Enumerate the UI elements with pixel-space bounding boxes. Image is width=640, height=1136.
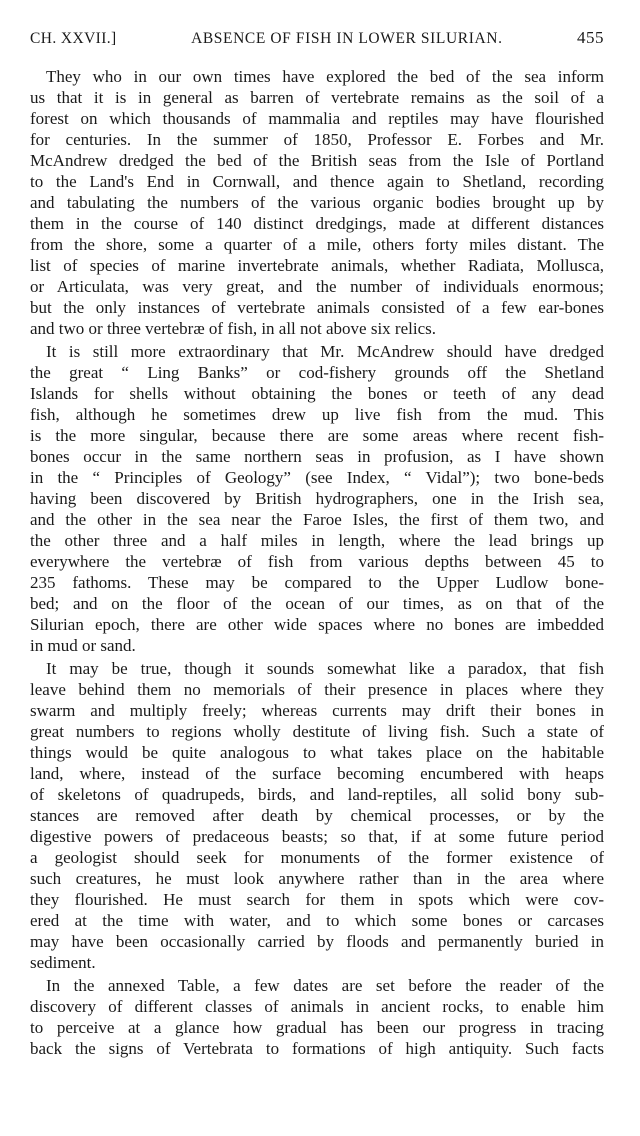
text-line: to the Land's End in Cornwall, and thence again to Shetland, recording <box>30 172 604 191</box>
page-body <box>30 66 604 1059</box>
text-line: It is still more extraordinary that Mr. McAndrew should have dredged <box>46 342 604 361</box>
text-line: sediment. <box>30 953 96 972</box>
text-line: Islands for shells without obtaining the bones or teeth of any dead <box>30 384 604 403</box>
text-line: of skeletons of quadrupeds, birds, and land-reptiles, all solid bony sub- <box>30 785 604 804</box>
text-line: or Articulata, was very great, and the number of individuals enormous; <box>30 277 604 296</box>
text-line: in the “ Principles of Geology” (see Index, “ Vidal”); two bone-beds <box>30 468 604 487</box>
text-line: and tabulating the numbers of the various organic bodies brought up by <box>30 193 604 212</box>
text-line: a geologist should seek for monuments of the former existence of <box>30 848 604 867</box>
paragraph <box>30 658 604 973</box>
text-line: they flourished. He must search for them in spots which were cov- <box>30 890 604 909</box>
text-line: discovery of different classes of animals in ancient rocks, to enable him <box>30 997 604 1016</box>
text-line: great numbers to regions wholly destitute of living fish. Such a state of <box>30 722 604 741</box>
text-line: for centuries. In the summer of 1850, Professor E. Forbes and Mr. <box>30 130 604 149</box>
text-line: They who in our own times have explored the bed of the sea inform <box>46 67 604 86</box>
text-line: bones occur in the same northern seas in profusion, as I have shown <box>30 447 604 466</box>
text-line: them in the course of 140 distinct dredgings, made at different distances <box>30 214 604 233</box>
text-line: McAndrew dredged the bed of the British seas from the Isle of Portland <box>30 151 604 170</box>
text-line: 235 fathoms. These may be compared to the Upper Ludlow bone- <box>30 573 604 592</box>
text-line: is the more singular, because there are some areas where recent fish- <box>30 426 604 445</box>
text-line: leave behind them no memorials of their presence in places where they <box>30 680 604 699</box>
text-line: may have been occasionally carried by floods and permanently buried in <box>30 932 604 951</box>
text-line: to perceive at a glance how gradual has been our progress in tracing <box>30 1018 604 1037</box>
running-header <box>30 28 604 54</box>
text-line: and the other in the sea near the Faroe Isles, the first of them two, and <box>30 510 604 529</box>
text-line: but the only instances of vertebrate animals consisted of a few ear-bones <box>30 298 604 317</box>
paragraph <box>30 975 604 1059</box>
text-line: forest on which thousands of mammalia and reptiles may have flourished <box>30 109 604 128</box>
text-line: fish, although he sometimes drew up live fish from the mud. This <box>30 405 604 424</box>
chapter-reference: CH. XXVII.] <box>30 30 117 47</box>
paragraph <box>30 341 604 656</box>
page-number: 455 <box>577 28 604 47</box>
text-line: everywhere the vertebræ of fish from various depths between 45 to <box>30 552 604 571</box>
text-line: list of species of marine invertebrate animals, whether Radiata, Mollusca, <box>30 256 604 275</box>
text-line: back the signs of Vertebrata to formations of high antiquity. Such facts <box>30 1039 604 1058</box>
text-line: bed; and on the floor of the ocean of our times, as on that of the <box>30 594 604 613</box>
text-line: and two or three vertebræ of fish, in all not above six relics. <box>30 319 436 338</box>
paragraph <box>30 66 604 339</box>
text-line: stances are removed after death by chemical processes, or by the <box>30 806 604 825</box>
text-line: swarm and multiply freely; whereas currents may drift their bones in <box>30 701 604 720</box>
text-line: It may be true, though it sounds somewhat like a paradox, that fish <box>46 659 604 678</box>
text-line: ered at the time with water, and to which some bones or carcases <box>30 911 604 930</box>
text-line: things would be quite analogous to what takes place on the habitable <box>30 743 604 762</box>
text-line: us that it is in general as barren of vertebrate remains as the soil of a <box>30 88 604 107</box>
text-line: digestive powers of predaceous beasts; so that, if at some future period <box>30 827 604 846</box>
text-line: in mud or sand. <box>30 636 136 655</box>
text-line: the great “ Ling Banks” or cod-fishery grounds off the Shetland <box>30 363 604 382</box>
text-line: having been discovered by British hydrographers, one in the Irish sea, <box>30 489 604 508</box>
text-line: Silurian epoch, there are other wide spaces where no bones are imbedded <box>30 615 604 634</box>
text-line: land, where, instead of the surface becoming encumbered with heaps <box>30 764 604 783</box>
running-title: ABSENCE OF FISH IN LOWER SILURIAN. <box>191 30 503 47</box>
text-line: such creatures, he must look anywhere rather than in the area where <box>30 869 604 888</box>
text-line: the other three and a half miles in length, where the lead brings up <box>30 531 604 550</box>
text-line: from the shore, some a quarter of a mile, others forty miles distant. The <box>30 235 604 254</box>
text-line: In the annexed Table, a few dates are set before the reader of the <box>46 976 604 995</box>
book-page <box>30 28 604 1061</box>
